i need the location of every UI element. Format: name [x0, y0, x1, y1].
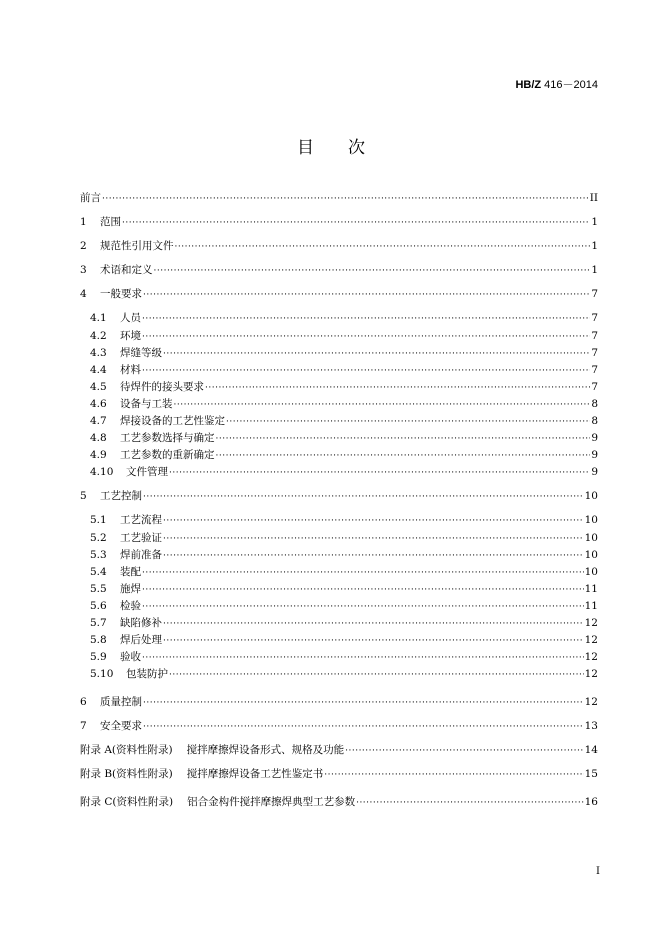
toc-entry-number: 3 — [80, 264, 87, 276]
toc-entry-title: 搅拌摩擦焊设备工艺性鉴定书 — [186, 768, 324, 780]
toc-entry[interactable] — [90, 310, 598, 326]
toc-entry-page: 9 — [591, 466, 598, 478]
dot-leader — [324, 767, 583, 783]
toc-entry-number: 4.4 — [90, 364, 107, 376]
toc-entry-page: 12 — [584, 634, 598, 646]
dot-leader — [143, 287, 590, 303]
toc-entry-title: 术语和定义 — [100, 264, 153, 276]
toc-entry-page: 1 — [591, 216, 598, 228]
dot-leader — [122, 215, 590, 231]
toc-entry[interactable] — [90, 564, 598, 580]
toc-entry[interactable] — [90, 632, 598, 648]
toc-entry-number: 5 — [80, 490, 87, 502]
toc-entry[interactable] — [90, 362, 598, 378]
toc-entry-title: 焊前准备 — [120, 549, 162, 561]
toc-entry-number: 附录 C(资料性附录) — [80, 796, 174, 808]
toc-entry-title: 前言 — [80, 192, 101, 204]
toc-entry-page: 13 — [584, 720, 598, 732]
toc-entry-page: 1 — [591, 264, 598, 276]
toc-entry-number: 4.2 — [90, 330, 107, 342]
dot-leader — [102, 191, 589, 207]
toc-entry-page: 7 — [591, 364, 598, 376]
page-title — [0, 133, 662, 158]
toc-entry-number: 附录 A(资料性附录) — [80, 744, 173, 756]
dot-leader — [169, 465, 590, 481]
toc-entry-number: 7 — [80, 720, 87, 732]
dot-leader — [143, 719, 584, 735]
toc-entry-title: 设备与工装 — [120, 398, 173, 410]
toc-entry-title: 工艺控制 — [100, 490, 142, 502]
toc-entry[interactable] — [90, 649, 598, 665]
toc-entry[interactable] — [90, 328, 598, 344]
toc-entry-title: 验收 — [120, 651, 141, 663]
dot-leader — [163, 531, 584, 547]
dot-leader — [175, 239, 591, 255]
toc-entry-title: 装配 — [120, 566, 141, 578]
toc-entry-number: 6 — [80, 696, 87, 708]
toc-entry-page: II — [589, 192, 598, 204]
toc-entry[interactable] — [80, 286, 598, 302]
toc-entry-number: 5.2 — [90, 532, 107, 544]
toc-entry[interactable] — [80, 766, 598, 782]
dot-leader — [174, 397, 591, 413]
dot-leader — [345, 743, 584, 759]
toc-entry-number: 4.8 — [90, 432, 107, 444]
toc-entry-number: 5.8 — [90, 634, 107, 646]
toc-entry[interactable] — [80, 488, 598, 504]
toc-entry[interactable] — [90, 547, 598, 563]
toc-entry-title: 焊后处理 — [120, 634, 162, 646]
toc-entry-title: 焊接设备的工艺性鉴定 — [120, 415, 225, 427]
toc-entry-page: 1 — [591, 240, 598, 252]
toc-entry-number: 1 — [80, 216, 87, 228]
toc-entry-number: 5.10 — [90, 668, 114, 680]
dot-leader — [163, 513, 584, 529]
toc-entry-title: 搅拌摩擦焊设备形式、规格及功能 — [186, 744, 345, 756]
toc-entry-title: 人员 — [120, 312, 141, 324]
toc-entry-page: 8 — [591, 398, 598, 410]
dot-leader — [142, 363, 590, 379]
dot-leader — [163, 633, 584, 649]
toc-entry-page: 7 — [591, 381, 598, 393]
toc-entry-number: 4.6 — [90, 398, 107, 410]
toc-entry-title: 工艺验证 — [120, 532, 162, 544]
toc-entry-page: 15 — [584, 768, 598, 780]
dot-leader — [163, 616, 584, 632]
toc-entry-number: 5.5 — [90, 583, 107, 595]
toc-entry-title: 铝合金构件搅拌摩擦焊典型工艺参数 — [187, 796, 356, 808]
standard-code: 416－2014 — [541, 79, 598, 91]
dot-leader — [142, 599, 584, 615]
dot-leader — [163, 548, 584, 564]
toc-entry-title: 文件管理 — [126, 466, 168, 478]
toc-entry-title: 包装防护 — [126, 668, 168, 680]
toc-entry-page: 12 — [584, 651, 598, 663]
toc-entry-title: 缺陷修补 — [120, 617, 162, 629]
toc-entry-page: 14 — [584, 744, 598, 756]
toc-entry-title: 待焊件的接头要求 — [120, 381, 204, 393]
toc-entry-page: 7 — [591, 347, 598, 359]
toc-entry-title: 一般要求 — [100, 288, 142, 300]
title-char-2: 次 — [348, 138, 365, 158]
toc-entry-title: 范围 — [100, 216, 121, 228]
dot-leader — [356, 795, 584, 811]
dot-leader — [154, 263, 591, 279]
toc-entry[interactable] — [90, 379, 598, 395]
toc-entry[interactable] — [90, 413, 598, 429]
toc-entry-number: 5.4 — [90, 566, 107, 578]
toc-entry-title: 工艺流程 — [120, 514, 162, 526]
dot-leader — [205, 380, 590, 396]
toc-entry-number: 4.7 — [90, 415, 107, 427]
toc-entry[interactable] — [80, 238, 598, 254]
dot-leader — [142, 650, 584, 666]
toc-entry-page: 7 — [591, 330, 598, 342]
toc-entry-number: 附录 B(资料性附录) — [80, 768, 173, 780]
toc-entry-page: 11 — [584, 600, 598, 612]
toc-entry-page: 9 — [591, 432, 598, 444]
toc-entry-page: 11 — [584, 583, 598, 595]
toc-entry-title: 焊缝等级 — [120, 347, 162, 359]
toc-entry[interactable] — [90, 598, 598, 614]
toc-entry-number: 4.10 — [90, 466, 114, 478]
toc-entry-page: 12 — [584, 668, 598, 680]
dot-leader — [226, 414, 590, 430]
toc-entry-number: 5.6 — [90, 600, 107, 612]
toc-entry[interactable] — [80, 214, 598, 230]
dot-leader — [143, 695, 584, 711]
toc-entry-page: 9 — [591, 449, 598, 461]
toc-entry-number: 4.9 — [90, 449, 107, 461]
title-char-1: 目 — [297, 138, 314, 158]
toc-entry-page: 12 — [584, 696, 598, 708]
toc-entry[interactable] — [80, 262, 598, 278]
toc-entry[interactable] — [80, 190, 598, 206]
toc-entry-page: 7 — [591, 288, 598, 300]
standard-number — [515, 76, 598, 92]
toc-entry-number: 4 — [80, 288, 87, 300]
toc-entry[interactable] — [80, 794, 598, 810]
toc-entry-page: 10 — [584, 566, 598, 578]
toc-entry[interactable] — [90, 581, 598, 597]
toc-entry[interactable] — [80, 694, 598, 710]
toc-entry-number: 5.9 — [90, 651, 107, 663]
toc-entry[interactable] — [90, 464, 598, 480]
dot-leader — [169, 667, 584, 683]
toc-entry[interactable] — [90, 615, 598, 631]
toc-entry-title: 质量控制 — [100, 696, 142, 708]
toc-entry[interactable] — [90, 345, 598, 361]
toc-entry-page: 10 — [584, 532, 598, 544]
toc-entry-number: 2 — [80, 240, 87, 252]
toc-entry[interactable] — [80, 718, 598, 734]
toc-entry-page: 10 — [584, 514, 598, 526]
dot-leader — [142, 582, 584, 598]
dot-leader — [142, 565, 584, 581]
dot-leader — [163, 346, 590, 362]
toc-entry-title: 规范性引用文件 — [100, 240, 174, 252]
toc-entry[interactable] — [90, 430, 598, 446]
standard-prefix: HB/Z — [515, 79, 542, 91]
dot-leader — [143, 489, 584, 505]
toc-entry[interactable] — [90, 512, 598, 528]
page-number: I — [596, 866, 600, 877]
toc-entry-title: 施焊 — [120, 583, 141, 595]
toc-entry-number: 4.5 — [90, 381, 107, 393]
toc-entry[interactable] — [90, 666, 598, 682]
toc-entry-number: 4.1 — [90, 312, 107, 324]
toc-entry[interactable] — [90, 396, 598, 412]
toc-entry-number: 5.3 — [90, 549, 107, 561]
dot-leader — [142, 329, 590, 345]
toc-entry-number: 4.3 — [90, 347, 107, 359]
toc-entry-title: 安全要求 — [100, 720, 142, 732]
toc-entry[interactable] — [90, 530, 598, 546]
toc-entry-title: 工艺参数选择与确定 — [120, 432, 215, 444]
toc-entry-number: 5.1 — [90, 514, 107, 526]
toc-entry-page: 12 — [584, 617, 598, 629]
toc-entry-title: 环境 — [120, 330, 141, 342]
toc-entry-page: 10 — [584, 490, 598, 502]
toc-entry-title: 工艺参数的重新确定 — [120, 449, 215, 461]
toc-entry-page: 7 — [591, 312, 598, 324]
toc-entry-number: 5.7 — [90, 617, 107, 629]
toc-entry-page: 16 — [584, 796, 598, 808]
dot-leader — [142, 311, 590, 327]
toc-entry-title: 检验 — [120, 600, 141, 612]
toc-entry[interactable] — [80, 742, 598, 758]
toc-entry-title: 材料 — [120, 364, 141, 376]
toc-entry-page: 10 — [584, 549, 598, 561]
dot-leader — [216, 448, 591, 464]
toc-entry-page: 8 — [591, 415, 598, 427]
toc-entry[interactable] — [90, 447, 598, 463]
dot-leader — [216, 431, 591, 447]
